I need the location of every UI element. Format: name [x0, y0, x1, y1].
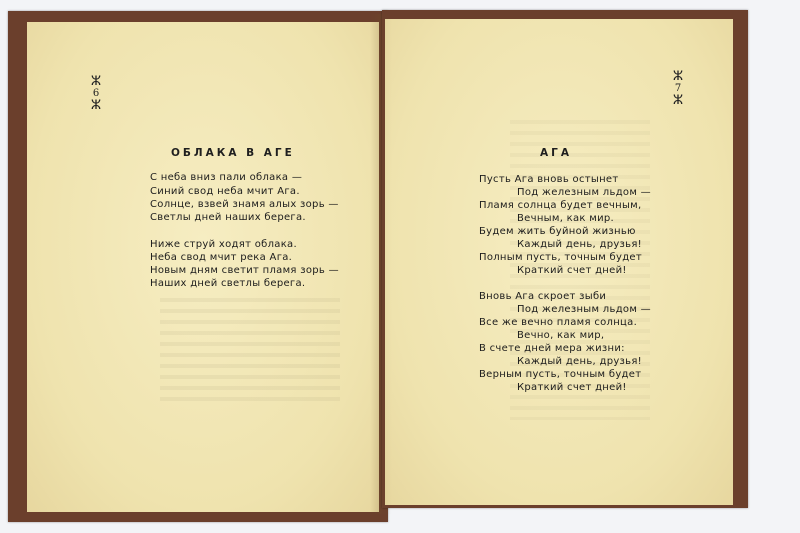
book-gutter: [370, 14, 392, 514]
poem-line: Полным пусть, точным будет: [479, 252, 642, 263]
poem-line: С неба вниз пали облака —: [150, 172, 303, 183]
poem-line: Под железным льдом —: [517, 304, 651, 315]
poem-line: Ниже струй ходят облака.: [150, 239, 297, 250]
poem-line: Пламя солнца будет вечным,: [479, 200, 642, 211]
poem-line: Вечным, как мир.: [517, 213, 615, 224]
poem-line: Вновь Ага скроет зыби: [479, 291, 607, 302]
poem-line: Вечно, как мир,: [517, 330, 605, 341]
poem-line: Наших дней светлы берега.: [150, 278, 306, 289]
poem-line: Каждый день, друзья!: [517, 239, 642, 250]
poem-line: Неба свод мчит река Ага.: [150, 252, 293, 263]
poem-line: В счете дней мера жизни:: [479, 343, 625, 354]
folio-left: [86, 75, 106, 112]
poem-line: Светлы дней наших берега.: [150, 212, 306, 223]
poem-line: Пусть Ага вновь остынет: [479, 174, 619, 185]
page-number: 7: [674, 83, 682, 94]
ornament-icon: ⵣ: [90, 98, 102, 113]
show-through-left: [160, 298, 340, 408]
poem-line: Под железным льдом —: [517, 187, 651, 198]
poem-line: Солнце, взвей знамя алых зорь —: [150, 199, 339, 210]
folio-right: [668, 70, 688, 107]
poem-line: Синий свод неба мчит Ага.: [150, 186, 300, 197]
page-number: 6: [92, 88, 100, 99]
ornament-icon: ⵣ: [90, 74, 102, 89]
poem-line: Новым дням светит пламя зорь —: [150, 265, 339, 276]
poem-line: Будем жить буйной жизнью: [479, 226, 636, 237]
poem-line: Каждый день, друзья!: [517, 356, 642, 367]
poem-line: Верным пусть, точным будет: [479, 369, 642, 380]
poem-title: АГА: [540, 147, 572, 159]
ornament-icon: ⵣ: [672, 69, 684, 84]
poem-line: Краткий счет дней!: [517, 382, 627, 393]
poem-line: Краткий счет дней!: [517, 265, 627, 276]
ornament-icon: ⵣ: [672, 93, 684, 108]
poem-title: ОБЛАКА В АГЕ: [171, 147, 295, 159]
poem-line: Все же вечно пламя солнца.: [479, 317, 638, 328]
